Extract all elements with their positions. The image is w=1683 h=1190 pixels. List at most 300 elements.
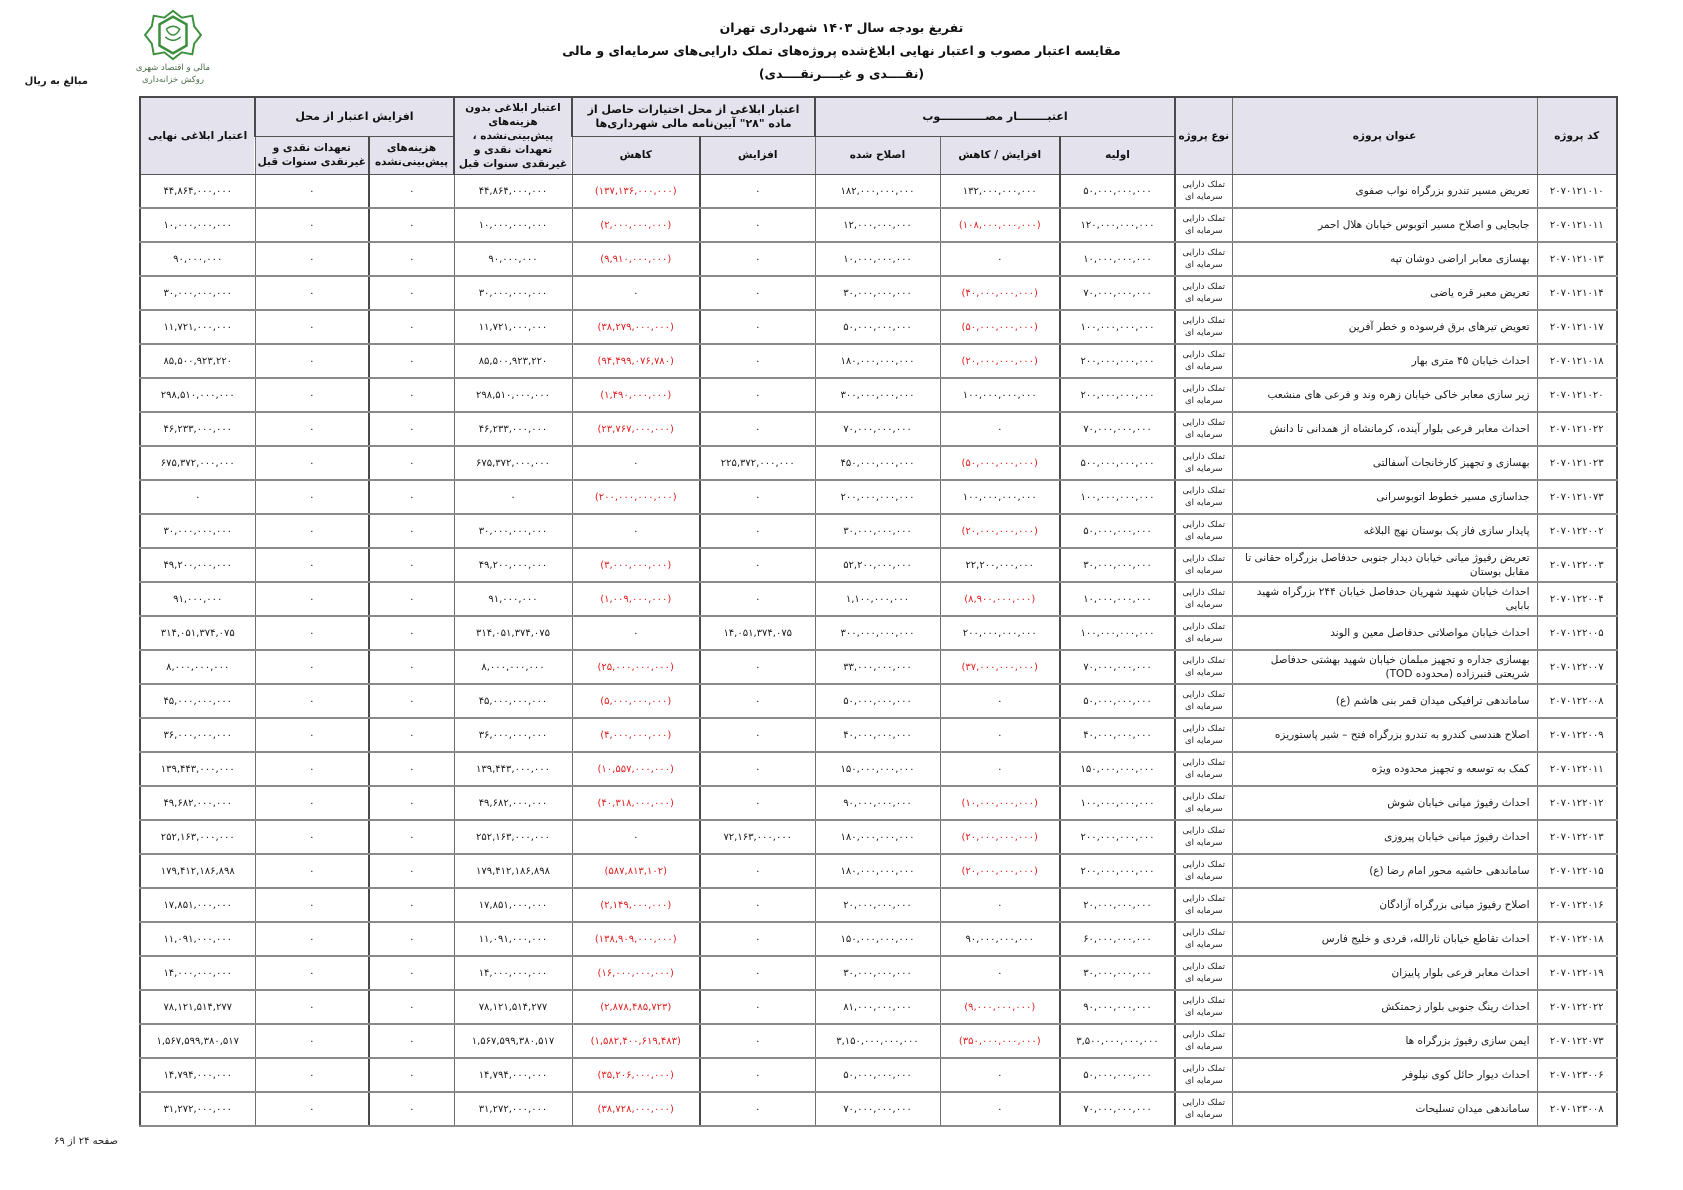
table-row	[140, 378, 1617, 412]
cell-without: ۴۴,۸۶۴,۰۰۰,۰۰۰	[454, 175, 572, 209]
cell-modified: ۴۵۰,۰۰۰,۰۰۰,۰۰۰	[815, 446, 940, 480]
document-header	[0, 16, 1683, 85]
cell-commitments: ۰	[255, 310, 369, 344]
cell-initial: ۷۰,۰۰۰,۰۰۰,۰۰۰	[1060, 650, 1175, 684]
cell-modified: ۱۸۰,۰۰۰,۰۰۰,۰۰۰	[815, 820, 940, 854]
cell-code: ۲۰۷۰۱۲۱۰۱۰	[1537, 175, 1617, 209]
cell-type: تملک دارایی سرمایه ای	[1175, 378, 1232, 412]
table-row	[140, 1092, 1617, 1126]
cell-code: ۲۰۷۰۱۲۲۰۰۵	[1537, 616, 1617, 650]
cell-m28-decrease: ۰	[572, 820, 700, 854]
cell-commitments: ۰	[255, 956, 369, 990]
cell-type: تملک دارایی سرمایه ای	[1175, 650, 1232, 684]
cell-m28-increase: ۰	[700, 480, 815, 514]
cell-commitments: ۰	[255, 616, 369, 650]
table-row	[140, 276, 1617, 310]
cell-without: ۴۹,۲۰۰,۰۰۰,۰۰۰	[454, 548, 572, 582]
cell-inc-dec: (۵۰,۰۰۰,۰۰۰,۰۰۰)	[940, 310, 1060, 344]
table-row	[140, 480, 1617, 514]
cell-commitments: ۰	[255, 446, 369, 480]
header-modified: اصلاح شده	[815, 136, 940, 174]
cell-inc-dec: (۸,۹۰۰,۰۰۰,۰۰۰)	[940, 582, 1060, 616]
cell-title: احداث خیابان ۴۵ متری بهار	[1232, 344, 1537, 378]
cell-initial: ۳۰,۰۰۰,۰۰۰,۰۰۰	[1060, 548, 1175, 582]
cell-code: ۲۰۷۰۱۲۲۰۱۳	[1537, 820, 1617, 854]
cell-unforeseen: ۰	[369, 922, 454, 956]
cell-m28-decrease: (۱۰,۵۵۷,۰۰۰,۰۰۰)	[572, 752, 700, 786]
cell-type: تملک دارایی سرمایه ای	[1175, 344, 1232, 378]
cell-m28-increase: ۰	[700, 684, 815, 718]
header-prior-commitments: تعهدات نقدی و غیرنقدی سنوات قبل	[255, 136, 369, 174]
cell-m28-increase: ۰	[700, 888, 815, 922]
cell-m28-decrease: (۹,۹۱۰,۰۰۰,۰۰۰)	[572, 242, 700, 276]
cell-without: ۱۴,۰۰۰,۰۰۰,۰۰۰	[454, 956, 572, 990]
cell-m28-increase: ۰	[700, 242, 815, 276]
municipality-logo-block	[118, 8, 228, 86]
cell-without: ۲۹۸,۵۱۰,۰۰۰,۰۰۰	[454, 378, 572, 412]
cell-m28-decrease: (۵۸۷,۸۱۳,۱۰۲)	[572, 854, 700, 888]
cell-m28-decrease: (۳۸,۲۷۹,۰۰۰,۰۰۰)	[572, 310, 700, 344]
cell-title: اصلاح هندسی کندرو به تندرو بزرگراه فتح – شیر پاستوریزه	[1232, 718, 1537, 752]
table-row	[140, 412, 1617, 446]
cell-title: بهسازی جداره و تجهیز مبلمان خیابان شهید بهشتی حدفاصل شریعتی قنبرزاده (محدوده TOD)	[1232, 650, 1537, 684]
cell-code: ۲۰۷۰۱۲۲۰۲۲	[1537, 990, 1617, 1024]
cell-final: ۱۰,۰۰۰,۰۰۰,۰۰۰	[140, 208, 255, 242]
cell-without: ۴۵,۰۰۰,۰۰۰,۰۰۰	[454, 684, 572, 718]
cell-inc-dec: ۰	[940, 412, 1060, 446]
cell-type: تملک دارایی سرمایه ای	[1175, 956, 1232, 990]
cell-m28-decrease: (۱,۴۹۰,۰۰۰,۰۰۰)	[572, 378, 700, 412]
cell-inc-dec: (۲۰,۰۰۰,۰۰۰,۰۰۰)	[940, 344, 1060, 378]
cell-m28-decrease: ۰	[572, 446, 700, 480]
cell-unforeseen: ۰	[369, 1024, 454, 1058]
cell-unforeseen: ۰	[369, 175, 454, 209]
cell-m28-increase: ۰	[700, 854, 815, 888]
cell-inc-dec: (۴۰,۰۰۰,۰۰۰,۰۰۰)	[940, 276, 1060, 310]
cell-modified: ۹۰,۰۰۰,۰۰۰,۰۰۰	[815, 786, 940, 820]
cell-modified: ۱۰,۰۰۰,۰۰۰,۰۰۰	[815, 242, 940, 276]
table-body	[140, 175, 1617, 1127]
cell-title: جابجایی و اصلاح مسیر اتوبوس خیابان هلال احمر	[1232, 208, 1537, 242]
cell-unforeseen: ۰	[369, 548, 454, 582]
cell-m28-decrease: (۲,۱۴۹,۰۰۰,۰۰۰)	[572, 888, 700, 922]
cell-modified: ۳۳,۰۰۰,۰۰۰,۰۰۰	[815, 650, 940, 684]
cell-code: ۲۰۷۰۱۲۲۰۰۲	[1537, 514, 1617, 548]
cell-type: تملک دارایی سرمایه ای	[1175, 276, 1232, 310]
cell-initial: ۵۰,۰۰۰,۰۰۰,۰۰۰	[1060, 175, 1175, 209]
table-row	[140, 888, 1617, 922]
cell-m28-increase: ۰	[700, 786, 815, 820]
title-line-3: (نقــــدی و غیــــرنقــــدی)	[758, 66, 925, 81]
cell-unforeseen: ۰	[369, 684, 454, 718]
cell-without: ۱۱,۷۲۱,۰۰۰,۰۰۰	[454, 310, 572, 344]
cell-type: تملک دارایی سرمایه ای	[1175, 922, 1232, 956]
cell-without: ۱۷۹,۴۱۲,۱۸۶,۸۹۸	[454, 854, 572, 888]
cell-final: ۲۹۸,۵۱۰,۰۰۰,۰۰۰	[140, 378, 255, 412]
cell-without: ۱۷,۸۵۱,۰۰۰,۰۰۰	[454, 888, 572, 922]
cell-type: تملک دارایی سرمایه ای	[1175, 888, 1232, 922]
cell-final: ۳۱,۲۷۲,۰۰۰,۰۰۰	[140, 1092, 255, 1126]
cell-without: ۳۰,۰۰۰,۰۰۰,۰۰۰	[454, 514, 572, 548]
amounts-in-rials-note: مبالغ به ریال	[24, 76, 88, 87]
cell-m28-increase: ۰	[700, 752, 815, 786]
cell-inc-dec: ۱۰۰,۰۰۰,۰۰۰,۰۰۰	[940, 480, 1060, 514]
cell-m28-decrease: (۴,۰۰۰,۰۰۰,۰۰۰)	[572, 718, 700, 752]
cell-final: ۳۰,۰۰۰,۰۰۰,۰۰۰	[140, 276, 255, 310]
cell-title: تعریض مسیر تندرو بزرگراه نواب صفوی	[1232, 175, 1537, 209]
cell-type: تملک دارایی سرمایه ای	[1175, 446, 1232, 480]
cell-final: ۱۳۹,۴۴۳,۰۰۰,۰۰۰	[140, 752, 255, 786]
cell-final: ۹۱,۰۰۰,۰۰۰	[140, 582, 255, 616]
cell-final: ۴۶,۲۳۳,۰۰۰,۰۰۰	[140, 412, 255, 446]
cell-without: ۳۱۴,۰۵۱,۳۷۴,۰۷۵	[454, 616, 572, 650]
cell-m28-increase: ۰	[700, 548, 815, 582]
table-row	[140, 922, 1617, 956]
cell-m28-decrease: (۲۰۰,۰۰۰,۰۰۰,۰۰۰)	[572, 480, 700, 514]
logo-caption-2: روکش خزانه‌داری	[142, 75, 204, 85]
cell-type: تملک دارایی سرمایه ای	[1175, 548, 1232, 582]
cell-initial: ۳,۵۰۰,۰۰۰,۰۰۰,۰۰۰	[1060, 1024, 1175, 1058]
table-row	[140, 956, 1617, 990]
cell-initial: ۷۰,۰۰۰,۰۰۰,۰۰۰	[1060, 1092, 1175, 1126]
cell-unforeseen: ۰	[369, 888, 454, 922]
cell-m28-increase: ۷۲,۱۶۳,۰۰۰,۰۰۰	[700, 820, 815, 854]
cell-inc-dec: ۰	[940, 242, 1060, 276]
cell-initial: ۲۰۰,۰۰۰,۰۰۰,۰۰۰	[1060, 378, 1175, 412]
cell-modified: ۷۰,۰۰۰,۰۰۰,۰۰۰	[815, 1092, 940, 1126]
cell-code: ۲۰۷۰۱۲۲۰۰۸	[1537, 684, 1617, 718]
cell-inc-dec: (۱۰,۰۰۰,۰۰۰,۰۰۰)	[940, 786, 1060, 820]
cell-type: تملک دارایی سرمایه ای	[1175, 175, 1232, 209]
table-row	[140, 1058, 1617, 1092]
cell-title: احداث خیابان شهید شهریان حدفاصل خیابان ۲۴۴ بزرگراه شهید بابایی	[1232, 582, 1537, 616]
cell-commitments: ۰	[255, 684, 369, 718]
cell-type: تملک دارایی سرمایه ای	[1175, 1092, 1232, 1126]
cell-title: جداسازی مسیر خطوط اتوبوسرانی	[1232, 480, 1537, 514]
budget-table	[139, 96, 1618, 1127]
cell-m28-increase: ۰	[700, 1024, 815, 1058]
cell-inc-dec: (۹,۰۰۰,۰۰۰,۰۰۰)	[940, 990, 1060, 1024]
cell-type: تملک دارایی سرمایه ای	[1175, 582, 1232, 616]
cell-modified: ۳۰۰,۰۰۰,۰۰۰,۰۰۰	[815, 378, 940, 412]
cell-final: ۳۶,۰۰۰,۰۰۰,۰۰۰	[140, 718, 255, 752]
cell-inc-dec: (۲۰,۰۰۰,۰۰۰,۰۰۰)	[940, 854, 1060, 888]
cell-m28-decrease: (۲۳,۷۶۷,۰۰۰,۰۰۰)	[572, 412, 700, 446]
header-m28-decrease: کاهش	[572, 136, 700, 174]
cell-type: تملک دارایی سرمایه ای	[1175, 1058, 1232, 1092]
cell-m28-increase: ۰	[700, 310, 815, 344]
cell-type: تملک دارایی سرمایه ای	[1175, 684, 1232, 718]
table-row	[140, 854, 1617, 888]
cell-unforeseen: ۰	[369, 752, 454, 786]
cell-m28-decrease: (۳۵,۲۰۶,۰۰۰,۰۰۰)	[572, 1058, 700, 1092]
cell-commitments: ۰	[255, 514, 369, 548]
header-approved-credit-group: اعتبــــــــار مصــــــــــــوب	[815, 97, 1175, 136]
cell-inc-dec: ۹۰,۰۰۰,۰۰۰,۰۰۰	[940, 922, 1060, 956]
cell-type: تملک دارایی سرمایه ای	[1175, 480, 1232, 514]
cell-unforeseen: ۰	[369, 786, 454, 820]
cell-commitments: ۰	[255, 208, 369, 242]
cell-type: تملک دارایی سرمایه ای	[1175, 242, 1232, 276]
cell-code: ۲۰۷۰۱۲۱۰۱۸	[1537, 344, 1617, 378]
cell-code: ۲۰۷۰۱۲۲۰۰۷	[1537, 650, 1617, 684]
cell-initial: ۱۰۰,۰۰۰,۰۰۰,۰۰۰	[1060, 616, 1175, 650]
cell-code: ۲۰۷۰۱۲۳۰۰۶	[1537, 1058, 1617, 1092]
cell-inc-dec: (۳۵۰,۰۰۰,۰۰۰,۰۰۰)	[940, 1024, 1060, 1058]
page-number-footer: صفحه ۲۴ از ۶۹	[53, 1136, 118, 1147]
cell-inc-dec: ۲۲,۲۰۰,۰۰۰,۰۰۰	[940, 548, 1060, 582]
cell-initial: ۹۰,۰۰۰,۰۰۰,۰۰۰	[1060, 990, 1175, 1024]
cell-title: کمک به توسعه و تجهیز محدوده ویژه	[1232, 752, 1537, 786]
table-row	[140, 616, 1617, 650]
cell-title: احداث دیوار حائل کوی نیلوفر	[1232, 1058, 1537, 1092]
cell-code: ۲۰۷۰۱۲۱۰۲۳	[1537, 446, 1617, 480]
cell-title: تعریض معبر قره یاضی	[1232, 276, 1537, 310]
cell-commitments: ۰	[255, 922, 369, 956]
cell-unforeseen: ۰	[369, 514, 454, 548]
cell-m28-increase: ۰	[700, 175, 815, 209]
cell-without: ۹۱,۰۰۰,۰۰۰	[454, 582, 572, 616]
cell-commitments: ۰	[255, 378, 369, 412]
cell-m28-increase: ۰	[700, 412, 815, 446]
cell-title: ایمن سازی رفیوژ بزرگراه ها	[1232, 1024, 1537, 1058]
cell-final: ۱۱,۰۹۱,۰۰۰,۰۰۰	[140, 922, 255, 956]
cell-title: احداث معابر فرعی بلوار پاییزان	[1232, 956, 1537, 990]
cell-without: ۱,۵۶۷,۵۹۹,۳۸۰,۵۱۷	[454, 1024, 572, 1058]
cell-title: احداث رینگ جنوبی بلوار زحمتکش	[1232, 990, 1537, 1024]
cell-initial: ۵۰,۰۰۰,۰۰۰,۰۰۰	[1060, 1058, 1175, 1092]
table-row	[140, 786, 1617, 820]
cell-code: ۲۰۷۰۱۲۲۰۰۹	[1537, 718, 1617, 752]
cell-unforeseen: ۰	[369, 276, 454, 310]
cell-m28-decrease: (۲,۸۷۸,۴۸۵,۷۲۳)	[572, 990, 700, 1024]
cell-title: احداث رفیوژ میانی خیابان شوش	[1232, 786, 1537, 820]
cell-m28-increase: ۰	[700, 208, 815, 242]
cell-m28-decrease: (۱۳۸,۹۰۹,۰۰۰,۰۰۰)	[572, 922, 700, 956]
cell-modified: ۱۸۲,۰۰۰,۰۰۰,۰۰۰	[815, 175, 940, 209]
cell-type: تملک دارایی سرمایه ای	[1175, 412, 1232, 446]
cell-final: ۴۹,۲۰۰,۰۰۰,۰۰۰	[140, 548, 255, 582]
cell-modified: ۲۰۰,۰۰۰,۰۰۰,۰۰۰	[815, 480, 940, 514]
cell-inc-dec: (۳۷,۰۰۰,۰۰۰,۰۰۰)	[940, 650, 1060, 684]
cell-commitments: ۰	[255, 175, 369, 209]
cell-commitments: ۰	[255, 1092, 369, 1126]
cell-modified: ۵۲,۲۰۰,۰۰۰,۰۰۰	[815, 548, 940, 582]
cell-without: ۶۷۵,۳۷۲,۰۰۰,۰۰۰	[454, 446, 572, 480]
cell-unforeseen: ۰	[369, 616, 454, 650]
cell-m28-decrease: (۱,۵۸۲,۴۰۰,۶۱۹,۴۸۳)	[572, 1024, 700, 1058]
cell-modified: ۳۰,۰۰۰,۰۰۰,۰۰۰	[815, 514, 940, 548]
cell-initial: ۵۰۰,۰۰۰,۰۰۰,۰۰۰	[1060, 446, 1175, 480]
cell-unforeseen: ۰	[369, 412, 454, 446]
cell-final: ۱,۵۶۷,۵۹۹,۳۸۰,۵۱۷	[140, 1024, 255, 1058]
cell-final: ۷۸,۱۲۱,۵۱۴,۲۷۷	[140, 990, 255, 1024]
cell-without: ۷۸,۱۲۱,۵۱۴,۲۷۷	[454, 990, 572, 1024]
cell-m28-increase: ۱۴,۰۵۱,۳۷۴,۰۷۵	[700, 616, 815, 650]
cell-code: ۲۰۷۰۱۲۲۰۱۲	[1537, 786, 1617, 820]
cell-m28-increase: ۰	[700, 514, 815, 548]
cell-unforeseen: ۰	[369, 650, 454, 684]
cell-inc-dec: ۱۳۲,۰۰۰,۰۰۰,۰۰۰	[940, 175, 1060, 209]
cell-code: ۲۰۷۰۱۲۲۰۱۸	[1537, 922, 1617, 956]
cell-m28-decrease: (۳۸,۷۲۸,۰۰۰,۰۰۰)	[572, 1092, 700, 1126]
cell-inc-dec: ۰	[940, 1058, 1060, 1092]
cell-final: ۱۴,۰۰۰,۰۰۰,۰۰۰	[140, 956, 255, 990]
cell-commitments: ۰	[255, 276, 369, 310]
header-article28-group: اعتبار ابلاغی از محل اختیارات حاصل از ماده "۲۸" آیین‌نامه مالی شهرداری‌ها	[572, 97, 815, 136]
cell-modified: ۸۱,۰۰۰,۰۰۰,۰۰۰	[815, 990, 940, 1024]
cell-type: تملک دارایی سرمایه ای	[1175, 310, 1232, 344]
cell-m28-decrease: (۲,۰۰۰,۰۰۰,۰۰۰)	[572, 208, 700, 242]
cell-title: ساماندهی ترافیکی میدان قمر بنی هاشم (ع)	[1232, 684, 1537, 718]
cell-final: ۱۷۹,۴۱۲,۱۸۶,۸۹۸	[140, 854, 255, 888]
cell-type: تملک دارایی سرمایه ای	[1175, 1024, 1232, 1058]
cell-m28-increase: ۰	[700, 276, 815, 310]
cell-m28-increase: ۰	[700, 990, 815, 1024]
cell-final: ۹۰,۰۰۰,۰۰۰	[140, 242, 255, 276]
table-header	[140, 97, 1617, 175]
cell-unforeseen: ۰	[369, 480, 454, 514]
cell-commitments: ۰	[255, 650, 369, 684]
cell-commitments: ۰	[255, 412, 369, 446]
cell-m28-decrease: (۹۴,۴۹۹,۰۷۶,۷۸۰)	[572, 344, 700, 378]
cell-final: ۴۴,۸۶۴,۰۰۰,۰۰۰	[140, 175, 255, 209]
cell-commitments: ۰	[255, 344, 369, 378]
cell-title: بهسازی معابر اراضی دوشان تپه	[1232, 242, 1537, 276]
cell-code: ۲۰۷۰۱۲۲۰۰۳	[1537, 548, 1617, 582]
cell-inc-dec: ۰	[940, 1092, 1060, 1126]
header-unforeseen-expenses: هزینه‌های پیش‌بینی‌نشده	[369, 136, 454, 174]
cell-unforeseen: ۰	[369, 1092, 454, 1126]
cell-inc-dec: ۰	[940, 956, 1060, 990]
cell-initial: ۶۰,۰۰۰,۰۰۰,۰۰۰	[1060, 922, 1175, 956]
cell-modified: ۳,۱۵۰,۰۰۰,۰۰۰,۰۰۰	[815, 1024, 940, 1058]
cell-code: ۲۰۷۰۱۲۲۰۱۵	[1537, 854, 1617, 888]
cell-unforeseen: ۰	[369, 582, 454, 616]
cell-m28-increase: ۰	[700, 582, 815, 616]
cell-modified: ۱۸۰,۰۰۰,۰۰۰,۰۰۰	[815, 854, 940, 888]
cell-commitments: ۰	[255, 718, 369, 752]
cell-inc-dec: ۰	[940, 888, 1060, 922]
cell-without: ۳۶,۰۰۰,۰۰۰,۰۰۰	[454, 718, 572, 752]
cell-commitments: ۰	[255, 990, 369, 1024]
cell-title: پایدار سازی فاز یک بوستان نهج البلاغه	[1232, 514, 1537, 548]
cell-inc-dec: ۰	[940, 684, 1060, 718]
cell-m28-increase: ۰	[700, 344, 815, 378]
cell-final: ۳۱۴,۰۵۱,۳۷۴,۰۷۵	[140, 616, 255, 650]
table-row	[140, 548, 1617, 582]
cell-without: ۱۴,۷۹۴,۰۰۰,۰۰۰	[454, 1058, 572, 1092]
header-project-type: نوع پروژه	[1175, 97, 1232, 175]
cell-title: احداث معابر فرعی بلوار آینده، کرمانشاه از همدانی تا دانش	[1232, 412, 1537, 446]
cell-unforeseen: ۰	[369, 378, 454, 412]
cell-unforeseen: ۰	[369, 242, 454, 276]
header-credit-increase-from-group: افزایش اعتبار از محل	[255, 97, 454, 136]
cell-initial: ۱۰۰,۰۰۰,۰۰۰,۰۰۰	[1060, 786, 1175, 820]
cell-without: ۲۵۲,۱۶۳,۰۰۰,۰۰۰	[454, 820, 572, 854]
cell-initial: ۲۰۰,۰۰۰,۰۰۰,۰۰۰	[1060, 344, 1175, 378]
table-row	[140, 820, 1617, 854]
cell-title: احداث خیابان مواصلاتی حدفاصل معین و الوند	[1232, 616, 1537, 650]
cell-final: ۸,۰۰۰,۰۰۰,۰۰۰	[140, 650, 255, 684]
cell-title: تعریض رفیوژ میانی خیابان دیدار جنوبی حدفاصل بزرگراه حقانی تا مقابل بوستان	[1232, 548, 1537, 582]
cell-initial: ۵۰,۰۰۰,۰۰۰,۰۰۰	[1060, 684, 1175, 718]
cell-modified: ۵۰,۰۰۰,۰۰۰,۰۰۰	[815, 684, 940, 718]
cell-inc-dec: ۰	[940, 752, 1060, 786]
cell-initial: ۱۲۰,۰۰۰,۰۰۰,۰۰۰	[1060, 208, 1175, 242]
cell-final: ۶۷۵,۳۷۲,۰۰۰,۰۰۰	[140, 446, 255, 480]
header-project-code: کد پروژه	[1537, 97, 1617, 175]
cell-initial: ۱۰۰,۰۰۰,۰۰۰,۰۰۰	[1060, 480, 1175, 514]
header-initial: اولیه	[1060, 136, 1175, 174]
cell-m28-decrease: (۲۵,۰۰۰,۰۰۰,۰۰۰)	[572, 650, 700, 684]
cell-modified: ۴۰,۰۰۰,۰۰۰,۰۰۰	[815, 718, 940, 752]
cell-code: ۲۰۷۰۱۲۱۰۱۴	[1537, 276, 1617, 310]
table-row	[140, 752, 1617, 786]
cell-modified: ۳۰۰,۰۰۰,۰۰۰,۰۰۰	[815, 616, 940, 650]
cell-m28-increase: ۰	[700, 378, 815, 412]
cell-inc-dec: ۲۰۰,۰۰۰,۰۰۰,۰۰۰	[940, 616, 1060, 650]
cell-final: ۱۱,۷۲۱,۰۰۰,۰۰۰	[140, 310, 255, 344]
cell-modified: ۱۵۰,۰۰۰,۰۰۰,۰۰۰	[815, 752, 940, 786]
cell-without: ۱۱,۰۹۱,۰۰۰,۰۰۰	[454, 922, 572, 956]
header-m28-increase: افزایش	[700, 136, 815, 174]
cell-unforeseen: ۰	[369, 718, 454, 752]
cell-commitments: ۰	[255, 888, 369, 922]
cell-commitments: ۰	[255, 1058, 369, 1092]
cell-without: ۳۱,۲۷۲,۰۰۰,۰۰۰	[454, 1092, 572, 1126]
cell-modified: ۱۸۰,۰۰۰,۰۰۰,۰۰۰	[815, 344, 940, 378]
cell-m28-decrease: (۴۰,۳۱۸,۰۰۰,۰۰۰)	[572, 786, 700, 820]
cell-commitments: ۰	[255, 786, 369, 820]
cell-type: تملک دارایی سرمایه ای	[1175, 820, 1232, 854]
cell-final: ۱۴,۷۹۴,۰۰۰,۰۰۰	[140, 1058, 255, 1092]
table-row	[140, 344, 1617, 378]
cell-m28-decrease: (۵,۰۰۰,۰۰۰,۰۰۰)	[572, 684, 700, 718]
cell-commitments: ۰	[255, 854, 369, 888]
title-line-2: مقایسه اعتبار مصوب و اعتبار نهایی ابلاغ‌شده پروژه‌های تملک دارایی‌های سرمایه‌ای و مالی	[562, 43, 1121, 58]
cell-inc-dec: (۲۰,۰۰۰,۰۰۰,۰۰۰)	[940, 514, 1060, 548]
table-row	[140, 175, 1617, 209]
cell-initial: ۱۵۰,۰۰۰,۰۰۰,۰۰۰	[1060, 752, 1175, 786]
cell-without: ۴۹,۶۸۲,۰۰۰,۰۰۰	[454, 786, 572, 820]
cell-inc-dec: (۵۰,۰۰۰,۰۰۰,۰۰۰)	[940, 446, 1060, 480]
cell-without: ۰	[454, 480, 572, 514]
cell-modified: ۷۰,۰۰۰,۰۰۰,۰۰۰	[815, 412, 940, 446]
table-row	[140, 650, 1617, 684]
cell-m28-increase: ۰	[700, 1092, 815, 1126]
cell-commitments: ۰	[255, 548, 369, 582]
table-row	[140, 310, 1617, 344]
cell-m28-decrease: ۰	[572, 514, 700, 548]
cell-initial: ۷۰,۰۰۰,۰۰۰,۰۰۰	[1060, 412, 1175, 446]
cell-m28-increase: ۰	[700, 922, 815, 956]
cell-title: احداث تقاطع خیابان ثارالله، فردی و خلیج فارس	[1232, 922, 1537, 956]
cell-title: زیر سازی معابر خاکی خیابان زهره وند و فرعی های منشعب	[1232, 378, 1537, 412]
table-row	[140, 718, 1617, 752]
cell-unforeseen: ۰	[369, 446, 454, 480]
table-row	[140, 684, 1617, 718]
cell-code: ۲۰۷۰۱۲۱۰۷۳	[1537, 480, 1617, 514]
table-row	[140, 990, 1617, 1024]
cell-m28-decrease: (۱۳۷,۱۳۶,۰۰۰,۰۰۰)	[572, 175, 700, 209]
cell-initial: ۱۰۰,۰۰۰,۰۰۰,۰۰۰	[1060, 310, 1175, 344]
cell-final: ۲۵۲,۱۶۳,۰۰۰,۰۰۰	[140, 820, 255, 854]
cell-type: تملک دارایی سرمایه ای	[1175, 786, 1232, 820]
cell-m28-decrease: ۰	[572, 616, 700, 650]
cell-modified: ۲۰,۰۰۰,۰۰۰,۰۰۰	[815, 888, 940, 922]
cell-type: تملک دارایی سرمایه ای	[1175, 990, 1232, 1024]
